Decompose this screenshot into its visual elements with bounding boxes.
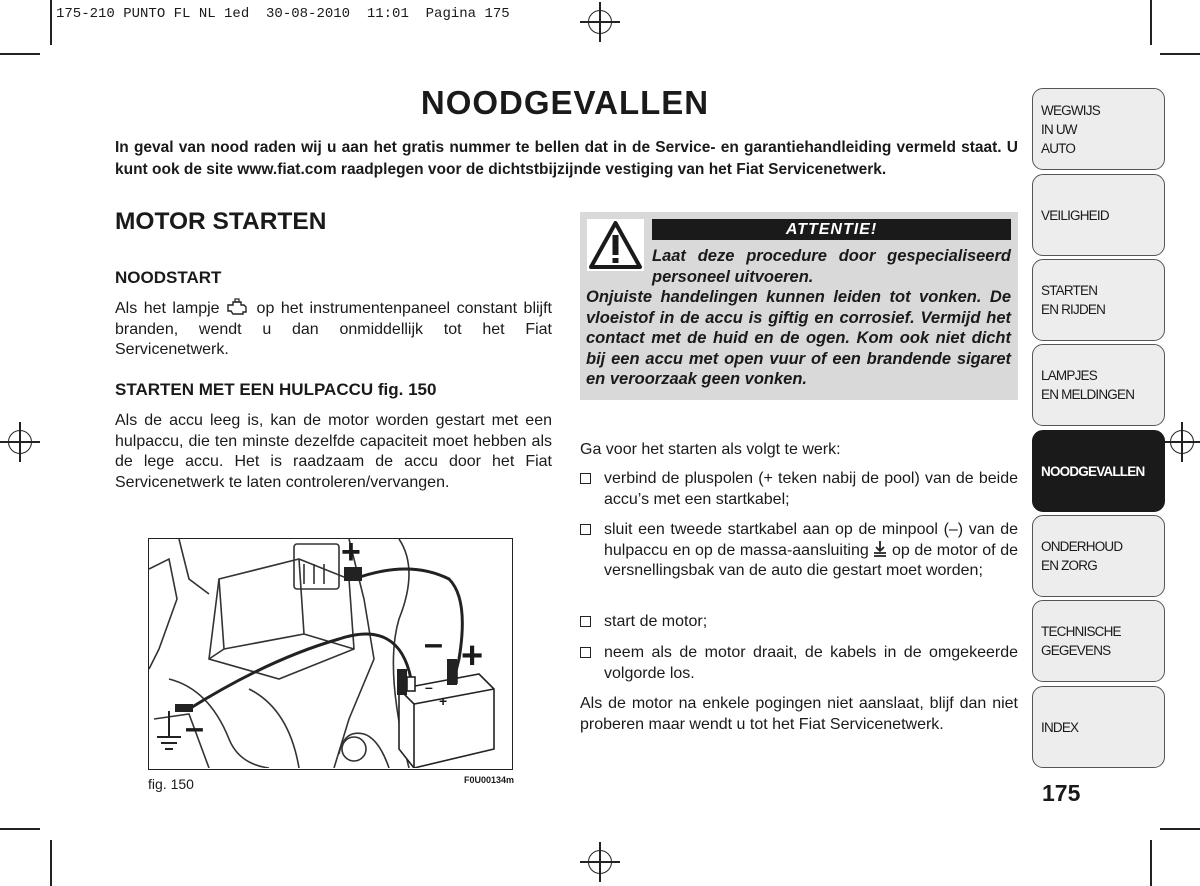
crop-mark [50, 0, 52, 45]
tab-noodgevallen[interactable]: NOODGEVALLEN [1032, 430, 1165, 512]
crop-mark [1160, 53, 1200, 55]
tab-technische-gegevens[interactable]: TECHNISCHE GEGEVENS [1032, 600, 1165, 682]
procedure-intro: Ga voor het starten als volgt te werk: [580, 441, 841, 458]
figure-caption: fig. 150 [148, 776, 194, 792]
noodstart-text [115, 298, 552, 361]
registration-mark [580, 2, 620, 42]
donor-battery [399, 669, 494, 768]
checkbox-bullet-icon [580, 473, 591, 484]
tab-wegwijs[interactable]: WEGWIJS IN UW AUTO [1032, 88, 1165, 170]
crop-mark [1160, 828, 1200, 830]
noodstart-text-start: Als het lampje [115, 300, 220, 317]
ground-symbol [157, 711, 181, 749]
minus-sign-large: – [185, 709, 204, 747]
registration-mark [1162, 422, 1200, 462]
page-title: NOODGEVALLEN [420, 84, 710, 121]
noodstart-title: NOODSTART [115, 268, 222, 287]
warning-heading: ATTENTIE! [652, 219, 1011, 240]
checkbox-bullet-icon [580, 647, 591, 658]
procedure-step-text-end: op de motor of de versnellingsbak van de auto die gestart moet worden; [604, 541, 1019, 579]
figure-code: F0U00134m [464, 775, 515, 785]
plus-sign-large: + [461, 635, 484, 677]
plus-sign-large: + [341, 533, 361, 571]
minus-sign-large: – [424, 625, 443, 663]
jump-start-illustration [148, 533, 513, 770]
terminal-clamp [397, 669, 407, 695]
engine-warning-lamp-icon [226, 298, 250, 316]
procedure-step-text: verbind de pluspolen (+ teken nabij de pool) van de beide accu’s met een startkabel; [604, 470, 1018, 508]
warning-text [586, 246, 1011, 390]
tab-onderhoud-en-zorg[interactable]: ONDERHOUD EN ZORG [1032, 515, 1165, 597]
tab-index[interactable]: INDEX [1032, 686, 1165, 768]
ground-icon [873, 541, 887, 557]
crop-mark [0, 828, 40, 830]
warning-lead: Laat deze procedure door gespecialiseerd personeel uitvoeren. [652, 247, 1011, 286]
hulpaccu-title: STARTEN MET EEN HULPACCU fig. 150 [115, 380, 437, 399]
battery-plus-label: + [439, 693, 448, 709]
warning-body: Onjuiste handelingen kunnen leiden tot vonken. De vloeistof in de accu is giftig en corrosief. Vermijd het contact met de huid en de ogen. Kom ook niet dicht bij een accu met open vuur of een brandende sigaret en veroorzaak geen vonken. [586, 288, 1011, 388]
procedure-step-text-start: sluit een tweede startkabel aan op de minpool (–) van de hulpaccu en op de massa-aansluiting [604, 521, 1018, 559]
tab-lampjes-en-meldingen[interactable]: LAMPJES EN MELDINGEN [1032, 344, 1165, 426]
checkbox-bullet-icon [580, 524, 591, 535]
page-number: 175 [1042, 780, 1081, 806]
hulpaccu-text: Als de accu leeg is, kan de motor worden gestart met een hulpaccu, die ten minste dezelfde capaciteit moet hebben als de lege accu. Het is raadzaam de accu door het Fiat Servicenetwerk te laten controleren/vervangen. [115, 412, 552, 491]
battery-minus-label: – [425, 679, 433, 695]
procedure-step-text: start de motor; [604, 613, 708, 630]
procedure-step-text [604, 520, 1018, 582]
noodstart-text-end: op het instrumentenpaneel constant blijft branden, wendt u dan onmiddellijk tot het Fiat Servicenetwerk. [115, 300, 552, 358]
crop-mark [1150, 840, 1152, 886]
crop-mark [1150, 0, 1152, 45]
checkbox-bullet-icon [580, 616, 591, 627]
tab-starten-en-rijden[interactable]: STARTEN EN RIJDEN [1032, 259, 1165, 341]
terminal-clamp [447, 659, 457, 685]
procedure-outro: Als de motor na enkele pogingen niet aanslaat, blijf dan niet proberen maar wendt u tot het Fiat Servicenetwerk. [580, 695, 1018, 733]
procedure-step-text: neem als de motor draait, de kabels in de omgekeerde volgorde los. [604, 644, 1018, 682]
intro-paragraph: In geval van nood raden wij u aan het gratis nummer te bellen dat in de Service- en garantiehandleiding vermeld staat. U kunt ook de site www.fiat.com raadplegen voor de dichtstbijzijnde vestiging van het Fiat Servicenetwerk. [115, 139, 1018, 178]
section-title: MOTOR STARTEN [115, 208, 327, 235]
registration-mark [0, 422, 40, 462]
crop-mark [50, 840, 52, 886]
registration-mark [580, 842, 620, 882]
print-slug: 175-210 PUNTO FL NL 1ed 30-08-2010 11:01 Pagina 175 [56, 6, 510, 22]
crop-mark [0, 53, 40, 55]
tab-veiligheid[interactable]: VEILIGHEID [1032, 174, 1165, 256]
